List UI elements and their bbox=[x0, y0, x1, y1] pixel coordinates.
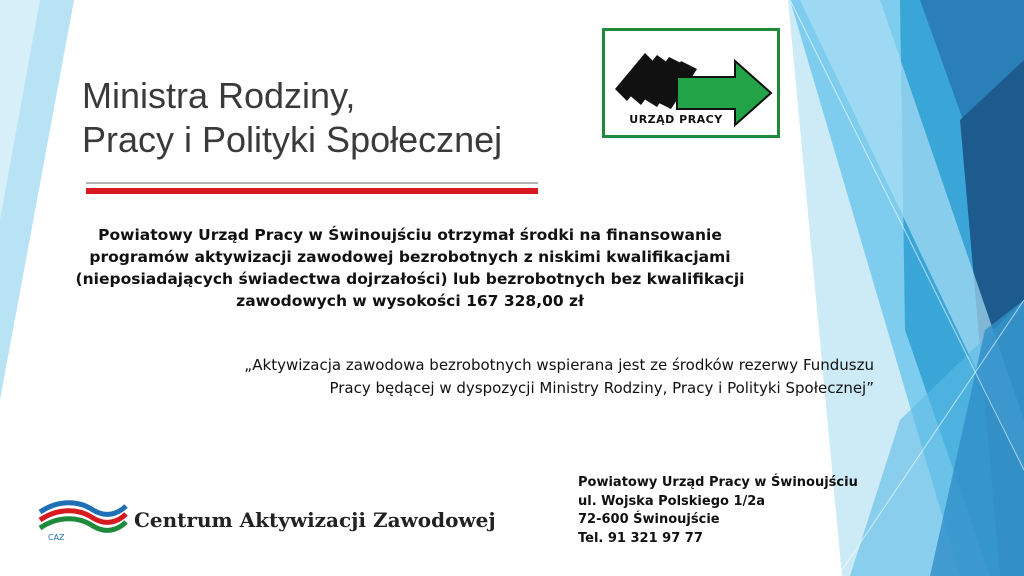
announcement-line: programów aktywizacji zawodowej bezrobotnych z niskimi kwalifikacjami bbox=[89, 248, 731, 266]
title-line-1: Ministra Rodziny, bbox=[82, 75, 356, 116]
announcement-line: zawodowych w wysokości 167 328,00 zł bbox=[236, 292, 584, 310]
urzad-pracy-logo bbox=[602, 28, 780, 138]
contact-city: 72-600 Świnoujście bbox=[578, 512, 720, 527]
quote-line: Pracy będącej w dyspozycji Ministry Rodziny, Pracy i Polityki Społecznej” bbox=[329, 379, 874, 397]
title-line-2: Pracy i Polityki Społecznej bbox=[82, 119, 503, 160]
contact-street: ul. Wojska Polskiego 1/2a bbox=[578, 493, 766, 509]
caz-logo-icon bbox=[38, 492, 128, 542]
logo-caption: URZĄD PRACY bbox=[629, 113, 723, 126]
page-title bbox=[82, 74, 502, 162]
divider-gray bbox=[86, 182, 538, 184]
contact-phone: Tel. 91 321 97 77 bbox=[578, 530, 703, 546]
announcement-text bbox=[60, 224, 760, 312]
caz-title: Centrum Aktywizacji Zawodowej bbox=[134, 508, 496, 532]
contact-name: Powiatowy Urząd Pracy w Świnoujściu bbox=[578, 475, 858, 490]
quote-line: „Aktywizacja zawodowa bezrobotnych wspierana jest ze środków rezerwy Funduszu bbox=[244, 356, 874, 374]
caz-logo-text: CAZ bbox=[48, 533, 65, 542]
announcement-line: Powiatowy Urząd Pracy w Świnoujściu otrzymał środki na finansowanie bbox=[98, 226, 722, 244]
divider-red bbox=[86, 188, 538, 194]
contact-block bbox=[578, 474, 858, 548]
announcement-line: (nieposiadających świadectwa dojrzałości) lub bezrobotnych bez kwalifikacji bbox=[75, 270, 745, 288]
funding-quote bbox=[130, 354, 874, 400]
